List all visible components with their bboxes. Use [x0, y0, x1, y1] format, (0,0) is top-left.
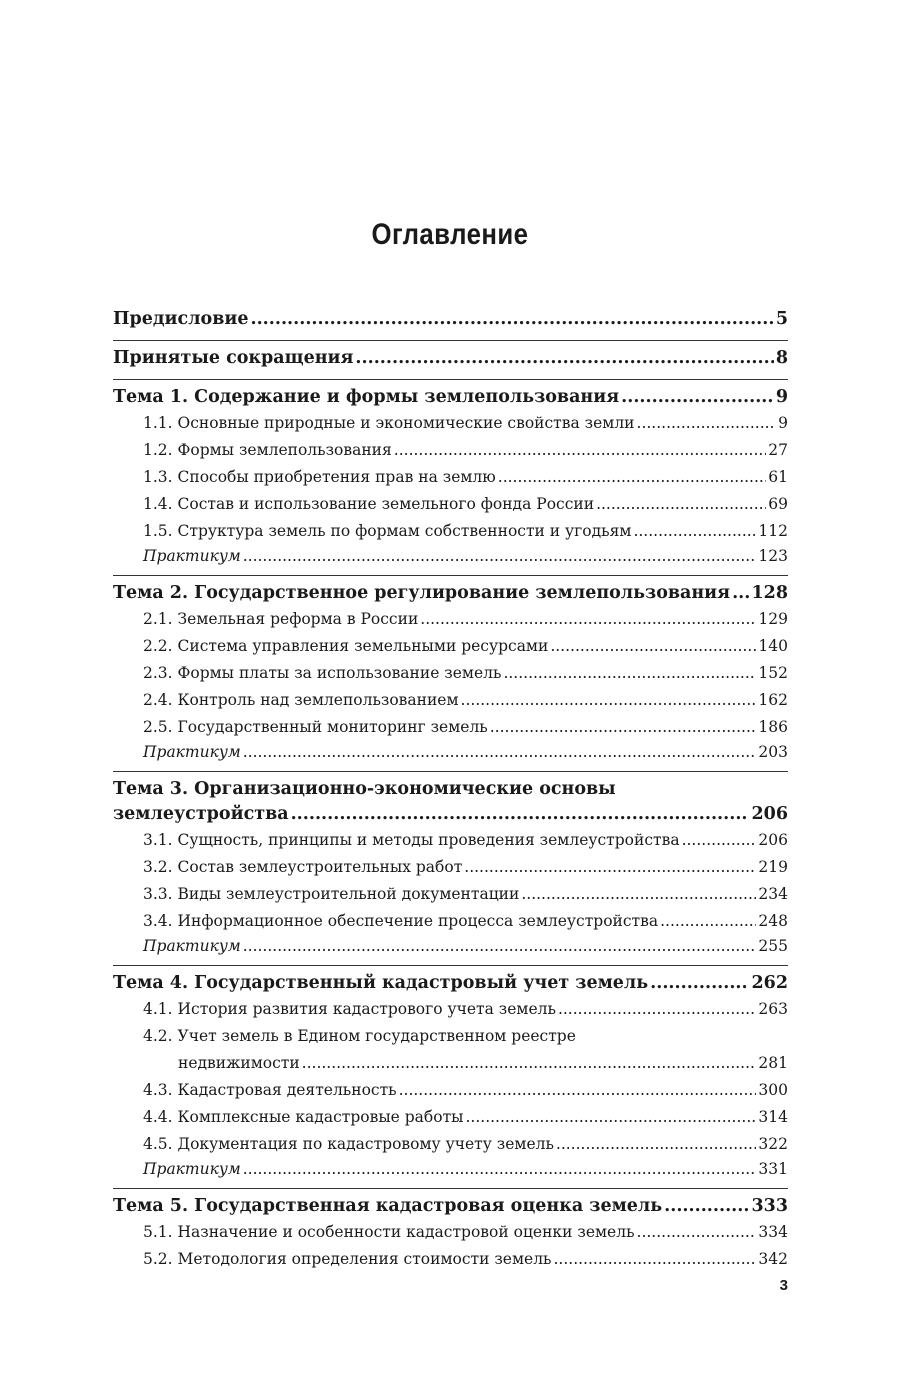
- toc-entry-page: 112: [758, 522, 788, 540]
- toc-entry-page: 206: [751, 804, 788, 824]
- toc-entry-page: 331: [758, 1160, 788, 1178]
- dot-leader: [394, 437, 766, 464]
- toc-topic-entry: [113, 307, 788, 332]
- toc-entry-page: 69: [768, 495, 788, 513]
- toc-entry-page: 162: [758, 691, 788, 709]
- table-of-contents: [113, 307, 788, 1273]
- dot-leader: [498, 464, 767, 491]
- toc-entry-title: Практикум: [143, 743, 241, 761]
- toc-entry-title: 4.1. История развития кадастрового учета земель: [143, 1000, 556, 1018]
- toc-topic-entry: [113, 971, 788, 996]
- toc-entry-page: 234: [758, 885, 788, 903]
- toc-entry-title: землеустройства: [113, 804, 289, 824]
- toc-entry: [113, 437, 788, 464]
- toc-entry-page: 314: [758, 1108, 788, 1126]
- dot-leader: [637, 410, 777, 437]
- toc-topic-entry: [113, 777, 788, 802]
- toc-entry-page: 206: [758, 831, 788, 849]
- toc-entry: [113, 1246, 788, 1273]
- dot-leader: [461, 687, 757, 714]
- toc-entry-page: 128: [751, 583, 788, 603]
- toc-entry-title: Практикум: [143, 1160, 241, 1178]
- toc-entry: [113, 714, 788, 741]
- toc-entry-page: 334: [758, 1223, 788, 1241]
- dot-leader: [550, 633, 756, 660]
- toc-entry-page: 9: [775, 387, 788, 407]
- toc-entry-title: 3.1. Сущность, принципы и методы проведения землеустройства: [143, 831, 680, 849]
- toc-entry-title: 4.4. Комплексные кадастровые работы: [143, 1108, 464, 1126]
- toc-entry: [113, 410, 788, 437]
- toc-entry-page: 333: [751, 1196, 788, 1216]
- dot-leader: [596, 491, 766, 518]
- dot-leader: [399, 1077, 757, 1104]
- toc-entry-page: 262: [751, 973, 788, 993]
- toc-entry: [113, 1077, 788, 1104]
- dot-leader: [554, 1246, 757, 1273]
- toc-entry-title: 1.1. Основные природные и экономические свойства земли: [143, 414, 635, 432]
- dot-leader: [243, 741, 757, 763]
- toc-entry: [113, 606, 788, 633]
- dot-leader: [250, 307, 773, 332]
- toc-topic-entry: [113, 346, 788, 371]
- section-divider: [113, 763, 788, 772]
- toc-entry-title: 1.5. Структура земель по формам собственности и угодьям: [143, 522, 632, 540]
- section-divider: [113, 957, 788, 966]
- toc-entry: [113, 881, 788, 908]
- section-divider: [113, 332, 788, 341]
- toc-entry: [113, 687, 788, 714]
- toc-entry: [113, 660, 788, 687]
- toc-entry-title: 2.4. Контроль над землепользованием: [143, 691, 459, 709]
- toc-entry: [113, 741, 788, 763]
- dot-leader: [243, 935, 757, 957]
- toc-entry-title: 5.2. Методология определения стоимости земель: [143, 1250, 552, 1268]
- page-number: 3: [779, 1277, 788, 1294]
- toc-entry-title: Принятые сокращения: [113, 348, 354, 368]
- dot-leader: [355, 346, 773, 371]
- toc-entry: [113, 1219, 788, 1246]
- toc-entry-title: 2.3. Формы платы за использование земель: [143, 664, 502, 682]
- toc-entry-title: Тема 5. Государственная кадастровая оценка земель: [113, 1196, 663, 1216]
- toc-entry-page: 219: [758, 858, 788, 876]
- toc-entry-page: 342: [758, 1250, 788, 1268]
- page-title: Оглавление: [371, 218, 529, 251]
- toc-entry-title: 3.2. Состав землеустроительных работ: [143, 858, 463, 876]
- toc-entry: [113, 935, 788, 957]
- toc-entry-page: 186: [758, 718, 788, 736]
- toc-entry-page: 152: [758, 664, 788, 682]
- toc-topic-entry: [113, 385, 788, 410]
- toc-topic-entry: [113, 802, 788, 827]
- toc-entry-title: 4.5. Документация по кадастровому учету земель: [143, 1135, 554, 1153]
- toc-entry-title: 4.3. Кадастровая деятельность: [143, 1081, 397, 1099]
- toc-entry-title: Тема 2. Государственное регулирование землепользования: [113, 583, 731, 603]
- dot-leader: [558, 996, 756, 1023]
- dot-leader: [420, 606, 756, 633]
- toc-entry-title: Тема 3. Организационно-экономические основы: [113, 779, 616, 799]
- toc-entry-title: Тема 1. Содержание и формы землепользования: [113, 387, 620, 407]
- toc-entry-page: 61: [768, 468, 788, 486]
- toc-entry-page: 322: [758, 1135, 788, 1153]
- dot-leader: [243, 1158, 757, 1180]
- toc-entry-title: Тема 4. Государственный кадастровый учет земель: [113, 973, 649, 993]
- toc-entry-title: 1.3. Способы приобретения прав на землю: [143, 468, 496, 486]
- section-divider: [113, 371, 788, 380]
- dot-leader: [503, 660, 756, 687]
- toc-topic-entry: [113, 1194, 788, 1219]
- toc-entry: [113, 854, 788, 881]
- dot-leader: [556, 1131, 757, 1158]
- dot-leader: [466, 1104, 757, 1131]
- dot-leader: [633, 518, 756, 545]
- toc-entry: [113, 1050, 788, 1077]
- toc-entry-page: 248: [758, 912, 788, 930]
- toc-entry: [113, 1131, 788, 1158]
- dot-leader: [291, 802, 750, 827]
- dot-leader: [664, 1194, 749, 1219]
- toc-entry-page: 8: [775, 348, 788, 368]
- toc-entry-page: 263: [758, 1000, 788, 1018]
- section-divider: [113, 1180, 788, 1189]
- toc-entry-title: 1.4. Состав и использование земельного фонда России: [143, 495, 595, 513]
- section-divider: [113, 567, 788, 576]
- dot-leader: [650, 971, 749, 996]
- toc-entry-title: 1.2. Формы землепользования: [143, 441, 392, 459]
- toc-entry-title: недвижимости: [178, 1054, 300, 1072]
- dot-leader: [621, 385, 774, 410]
- dot-leader: [660, 908, 756, 935]
- toc-entry: [113, 1104, 788, 1131]
- toc-entry: [113, 545, 788, 567]
- toc-entry-page: 300: [758, 1081, 788, 1099]
- dot-leader: [243, 545, 757, 567]
- dot-leader: [302, 1050, 757, 1077]
- toc-entry-title: 2.1. Земельная реформа в России: [143, 610, 419, 628]
- toc-entry-title: 3.3. Виды землеустроительной документации: [143, 885, 520, 903]
- toc-entry: [113, 491, 788, 518]
- toc-entry: [113, 518, 788, 545]
- toc-entry-page: 123: [758, 547, 788, 565]
- toc-entry-page: 281: [758, 1054, 788, 1072]
- dot-leader: [521, 881, 756, 908]
- toc-entry-page: 140: [758, 637, 788, 655]
- dot-leader: [637, 1219, 757, 1246]
- toc-entry-page: 255: [758, 937, 788, 955]
- toc-entry: [113, 1158, 788, 1180]
- toc-entry: [113, 996, 788, 1023]
- toc-entry-page: 5: [775, 309, 788, 329]
- dot-leader: [490, 714, 757, 741]
- toc-entry-page: 27: [768, 441, 788, 459]
- dot-leader: [464, 854, 756, 881]
- toc-topic-entry: [113, 581, 788, 606]
- toc-entry-page: 9: [778, 414, 788, 432]
- toc-entry: [113, 827, 788, 854]
- toc-entry-title: Практикум: [143, 937, 241, 955]
- toc-entry-page: 129: [758, 610, 788, 628]
- toc-entry: [113, 908, 788, 935]
- dot-leader: [682, 827, 757, 854]
- toc-entry-title: Предисловие: [113, 309, 249, 329]
- toc-entry-title: Практикум: [143, 547, 241, 565]
- toc-entry-title: 4.2. Учет земель в Едином государственном реестре: [143, 1027, 576, 1045]
- toc-entry-title: 3.4. Информационное обеспечение процесса землеустройства: [143, 912, 659, 930]
- toc-entry: [113, 1023, 788, 1050]
- toc-entry-title: 2.5. Государственный мониторинг земель: [143, 718, 488, 736]
- toc-entry: [113, 464, 788, 491]
- toc-entry-title: 2.2. Система управления земельными ресурсами: [143, 637, 549, 655]
- toc-entry: [113, 633, 788, 660]
- toc-entry-title: 5.1. Назначение и особенности кадастровой оценки земель: [143, 1223, 635, 1241]
- toc-entry-page: 203: [758, 743, 788, 761]
- dot-leader: [732, 581, 749, 606]
